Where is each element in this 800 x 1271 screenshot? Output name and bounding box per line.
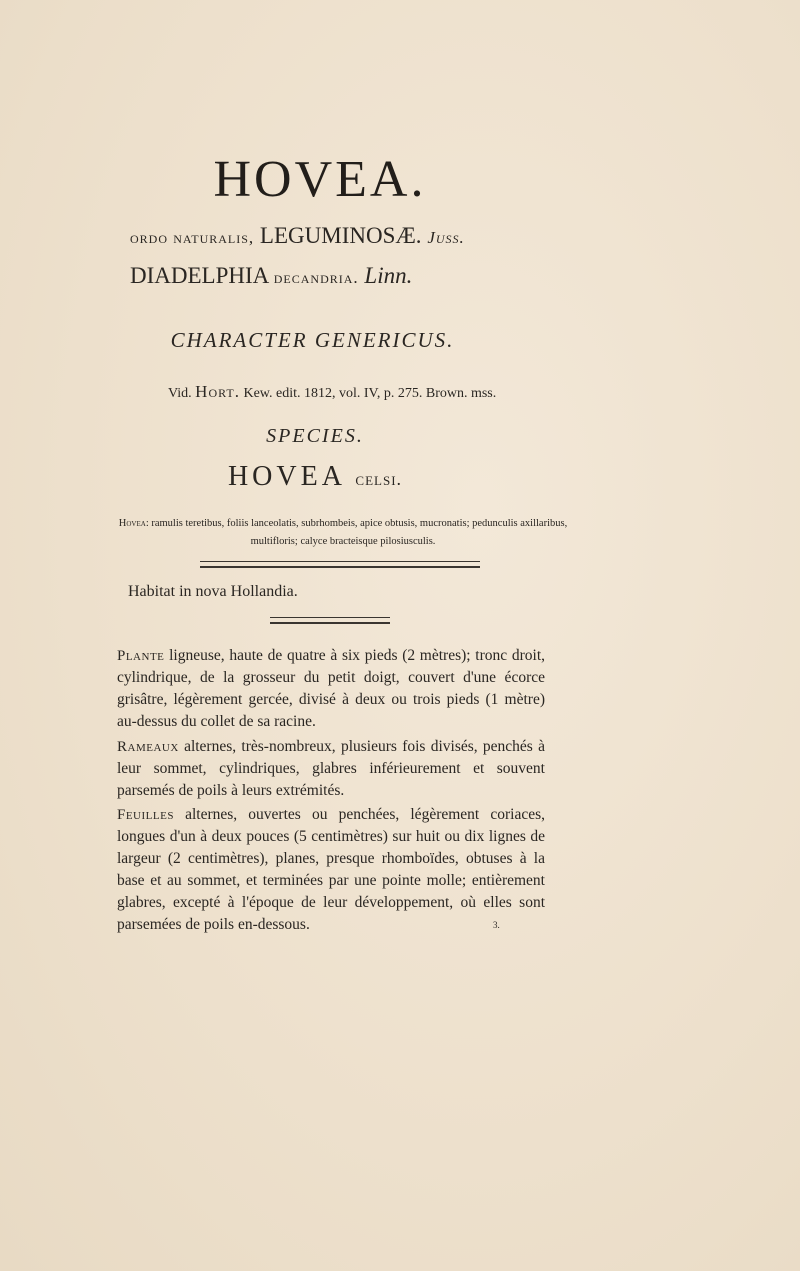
species-genus: HOVEA <box>227 461 345 492</box>
vid-rest: Kew. edit. 1812, vol. IV, p. 275. Brown. mss. <box>243 386 497 401</box>
habitat-line: Habitat in nova Hollandia. <box>128 583 298 600</box>
diagnosis <box>118 515 568 551</box>
family-name: LEGUMINOSÆ. <box>259 223 422 248</box>
paragraph-text: alternes, très-nombreux, plusieurs fois divisés, penchés à leur sommet, cylindriques, glabres inférieurement et souvent parsemés de poils à leurs extrémités. <box>117 738 545 799</box>
ordo-prefix: ordo naturalis, <box>130 228 255 247</box>
character-heading: CHARACTER GENERICUS. <box>170 328 455 352</box>
genus-title: HOVEA. <box>213 151 427 208</box>
diagnosis-label: Hovea <box>118 518 146 529</box>
classis-order: decandria. <box>273 268 359 287</box>
paragraph-feuilles <box>117 804 545 936</box>
paragraph-lead: Rameaux <box>117 739 179 755</box>
paragraph-plante <box>117 645 545 733</box>
diagnosis-text: : ramulis teretibus, foliis lanceolatis, subrhombeis, apice obtusis, mucronatis; pedunculis axillaribus, multifloris; calyce bracteisque pilosiusculis. <box>145 518 568 547</box>
vid-hort: Hort. <box>195 382 240 401</box>
species-name <box>0 461 630 493</box>
species-epithet: celsi. <box>355 469 403 489</box>
vid-prefix: Vid. <box>168 386 192 401</box>
ordo-author: Juss. <box>427 228 465 247</box>
paragraph-text: ligneuse, haute de quatre à six pieds (2 mètres); tronc droit, cylindrique, de la grosseur du petit doigt, couvert d'une écorce grisâtre, légèrement gercée, divisé à deux ou trois pieds (1 mètre) au-dessus du collet de sa racine. <box>117 647 545 730</box>
classis-line <box>130 263 412 289</box>
paragraph-text: alternes, ouvertes ou penchées, légèrement coriaces, longues d'un à deux pouces (5 centimètres) sur huit ou dix lignes de largeur (2 centimètres), planes, presque rhomboïdes, obtuses à la base et au sommet, et terminées par une pointe molle; entièrement glabres, excepté à l'époque de leur développement, où elles sont parsemées de poils en-dessous. <box>117 806 546 933</box>
paragraph-rameaux <box>117 736 545 802</box>
reference-line <box>168 382 496 402</box>
classis-name: DIADELPHIA <box>130 263 268 288</box>
ordo-line <box>130 223 465 249</box>
species-heading: SPECIES. <box>266 425 364 447</box>
paragraph-lead: Plante <box>117 648 165 664</box>
paragraph-lead: Feuilles <box>117 807 174 823</box>
signature-mark: 3. <box>493 920 500 930</box>
divider-rule-short <box>270 617 390 624</box>
classis-author: Linn. <box>364 263 413 288</box>
divider-rule <box>200 561 480 568</box>
